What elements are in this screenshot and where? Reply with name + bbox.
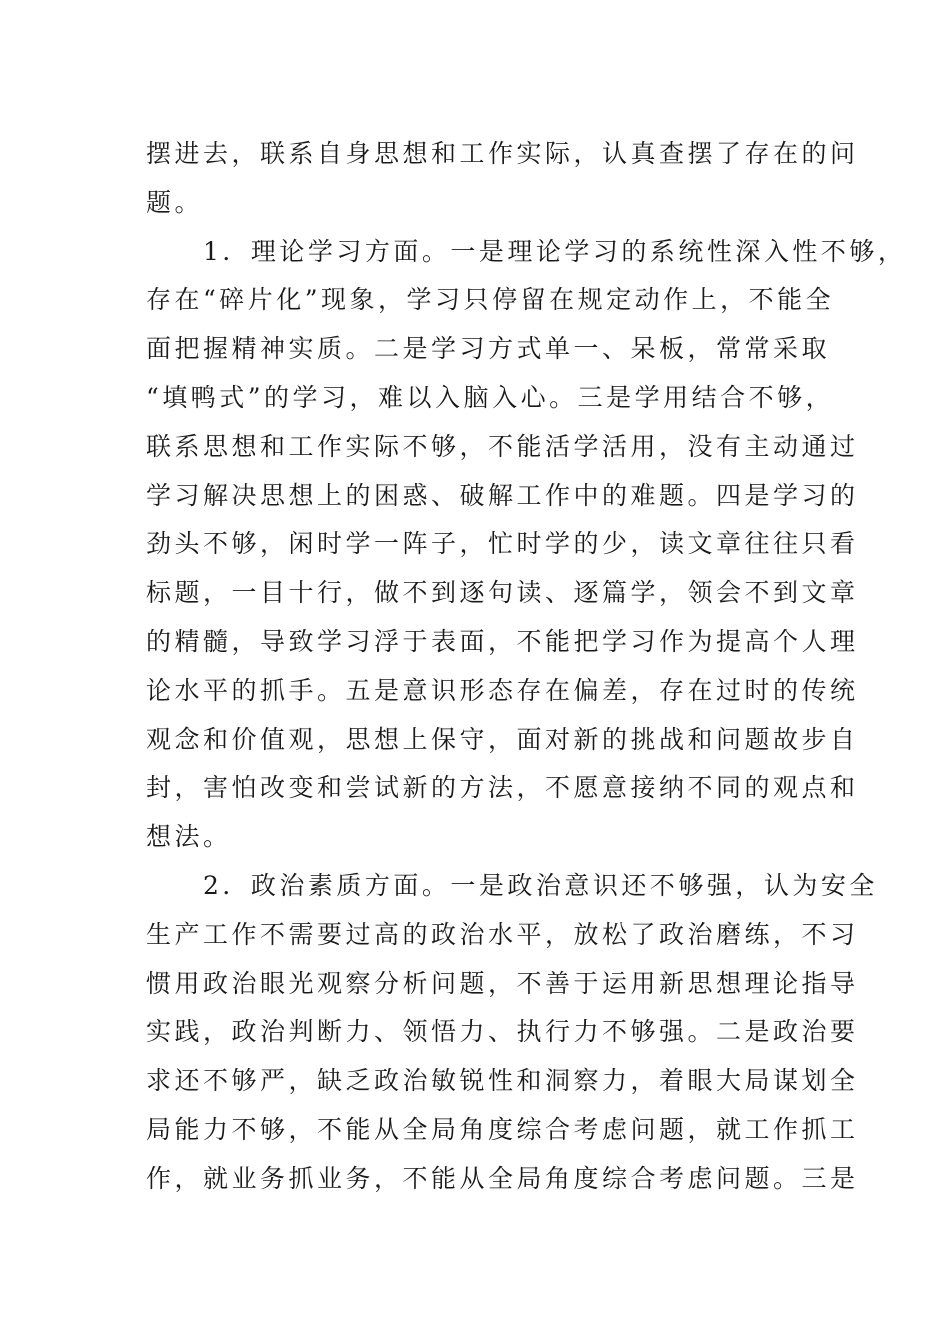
text-line: 局能力不够，不能从全局角度综合考虑问题，就工作抓工 <box>146 1114 859 1144</box>
text-line: 的精髓，导致学习浮于表面，不能把学习作为提高个人理 <box>146 626 859 656</box>
text-line: 求还不够严，缺乏政治敏锐性和洞察力，着眼大局谋划全 <box>146 1066 859 1096</box>
document-body <box>146 130 907 1204</box>
text-line: 观念和价值观，思想上保守，面对新的挑战和问题故步自 <box>146 724 859 754</box>
text-line: 题。 <box>146 187 204 217</box>
text-line: 面把握精神实质。二是学习方式单一、呆板，常常采取 <box>146 334 831 364</box>
text-line: 2．政治素质方面。一是政治意识还不够强，认为安全 <box>146 870 878 900</box>
text-line: 学习解决思想上的困惑、破解工作中的难题。四是学习的 <box>146 480 859 510</box>
text-line: 封，害怕改变和尝试新的方法，不愿意接纳不同的观点和 <box>146 773 859 803</box>
text-line: 论水平的抓手。五是意识形态存在偏差，存在过时的传统 <box>146 675 859 705</box>
text-line: 标题，一目十行，做不到逐句读、逐篇学，领会不到文章 <box>146 578 859 608</box>
text-line: 联系思想和工作实际不够，不能活学活用，没有主动通过 <box>146 431 859 461</box>
text-line: 实践，政治判断力、领悟力、执行力不够强。二是政治要 <box>146 1017 859 1047</box>
text-line: 作，就业务抓业务，不能从全局角度综合考虑问题。三是 <box>146 1163 859 1193</box>
text-line: 1．理论学习方面。一是理论学习的系统性深入性不够， <box>146 236 907 266</box>
text-line: 生产工作不需要过高的政治水平，放松了政治磨练，不习 <box>146 919 859 949</box>
text-line: 摆进去，联系自身思想和工作实际，认真查摆了存在的问 <box>146 139 859 168</box>
text-line: 劲头不够，闲时学一阵子，忙时学的少，读文章往往只看 <box>146 529 859 559</box>
text-line: 存在“碎片化”现象，学习只停留在规定动作上，不能全 <box>146 285 835 315</box>
text-line: “填鸭式”的学习，难以入脑入心。三是学用结合不够， <box>146 382 835 412</box>
text-line: 惯用政治眼光观察分析问题，不善于运用新思想理论指导 <box>146 968 859 998</box>
text-line: 想法。 <box>146 822 232 852</box>
